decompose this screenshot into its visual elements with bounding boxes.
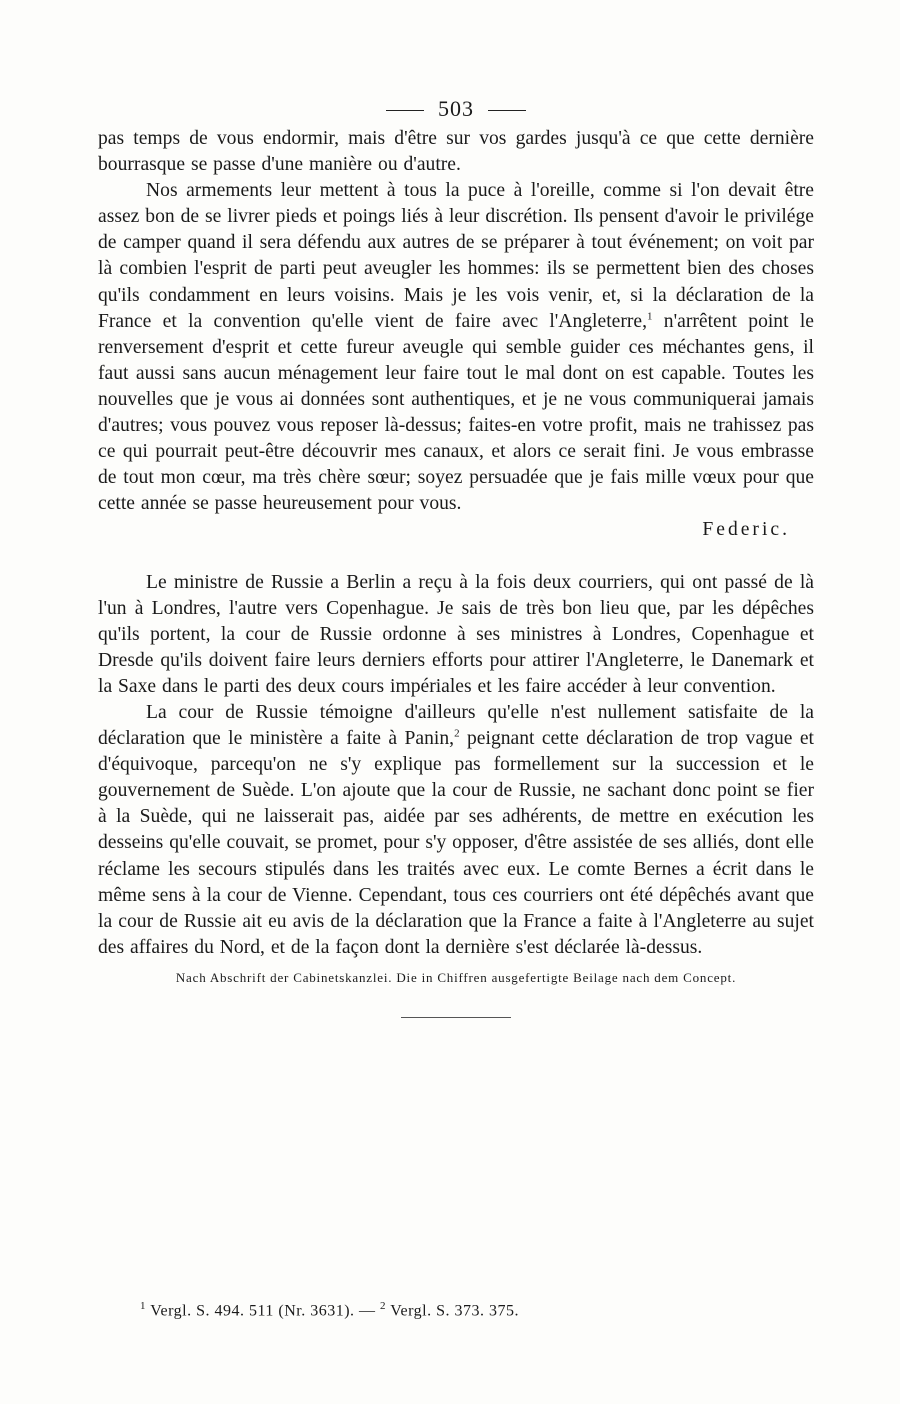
footnote-divider: [401, 1017, 511, 1018]
footnote-number-2: 2: [380, 1300, 387, 1312]
enclosure-paragraph-1: Le ministre de Russie a Berlin a reçu à la fois deux courriers, qui ont passé de là l'un à Londres, l'autre vers Copenhague. Je sais de très bon lieu que, par les dépêches qu'ils portent, la cour de Russie ordonne à ses ministres à Londres, Copenhague et Dresde qu'ils doivent faire leurs derniers efforts pour attirer l'Angleterre, le Danemark et la Saxe dans le parti des deux cours impériales et les faire accéder à leur convention.: [98, 571, 814, 697]
enclosure-paragraph-2: [98, 700, 814, 961]
footnote-ref-2: 2: [454, 727, 460, 740]
section-gap: [98, 544, 814, 570]
page-number: 503: [438, 96, 474, 121]
header-dash-left: [386, 110, 424, 111]
enclosure-paragraph-2-part-a: La cour de Russie témoigne d'ailleurs qu'elle n'est nullement satisfaite de la déclaration que le ministère a faite à Panin,: [98, 701, 814, 750]
signature: Federic.: [702, 519, 790, 541]
letter-paragraph-2: [98, 178, 814, 517]
footnote-text-2: Vergl. S. 373. 375.: [386, 1302, 520, 1320]
footnote-ref-1: 1: [646, 310, 653, 323]
page: [98, 92, 814, 1018]
footnote-text-1: Vergl. S. 494. 511 (Nr. 3631). —: [146, 1302, 381, 1320]
letter-paragraph-2-part-a: Nos armements leur mettent à tous la puce à l'oreille, comme si l'on devait être assez bon de se livrer pieds et poings liés à leur discrétion. Ils pensent d'avoir le privilége de camper quand il sera défendu aux autres de se préparer à tout événement; on voit par là combien l'esprit de parti peut aveugler les hommes: ils se permettent bien des choses qu'ils condamment en leurs voisins. Mais je les vois venir, et, si la déclaration de la France et la convention qu'elle vient de faire avec l'Angleterre,: [98, 180, 814, 332]
footnotes: [140, 1300, 519, 1320]
enclosure-paragraph-2-part-b: peignant cette déclaration de trop vague et d'équivoque, parcequ'on ne s'y explique pas formellement sur la succession et le gouvernement de Suède. L'on ajoute que la cour de Russie, ne sachant donc point se fier à la Suède, qui ne laisserait pas, aidée par ses adhérents, de mettre en exécution les desseins qu'elle couvait, se promet, pour s'y opposer, d'être assistée de ses alliés, dont elle réclame les secours stipulés dans les traités avec eux. Le comte Bernes a écrit dans le même sens à la cour de Vienne. Cependant, tous ces courriers ont été dépêchés avant que la cour de Russie ait eu avis de la déclaration que la France a faite à l'Angleterre au sujet des affaires du Nord, et de la façon dont la dernière s'est déclarée là-dessus.: [98, 728, 814, 958]
letter-paragraph-2-part-b: n'arrêtent point le renversement d'esprit et cette fureur aveugle qui semble guider ces méchantes gens, il faut aussi sans aucun ménagement leur faire tout le mal dont on est capable. Toutes les nouvelles que je vous ai données sont authentiques, et je ne vous communiquerai jamais d'autres; vous pouvez vous reposer là-dessus; faites-en votre profit, mais ne trahissez pas ce qui pourrait peut-être découvrir mes canaux, et alors ce serait fini. Je vous embrasse de tout mon cœur, ma très chère sœur; soyez persuadée que je fais mille vœux pour que cette année se passe heureusement pour vous.: [98, 310, 814, 515]
header-dash-right: [488, 110, 526, 111]
body-text: [98, 126, 814, 961]
letter-paragraph-1: pas temps de vous endormir, mais d'être sur vos gardes jusqu'à ce que cette dernière bourrasque se passe d'une manière ou d'autre.: [98, 128, 814, 176]
page-header: [98, 92, 814, 126]
source-note: Nach Abschrift der Cabinetskanzlei. Die in Chiffren ausgefertigte Beilage nach dem Concept.: [175, 969, 737, 985]
footnote-number-1: 1: [140, 1300, 146, 1312]
